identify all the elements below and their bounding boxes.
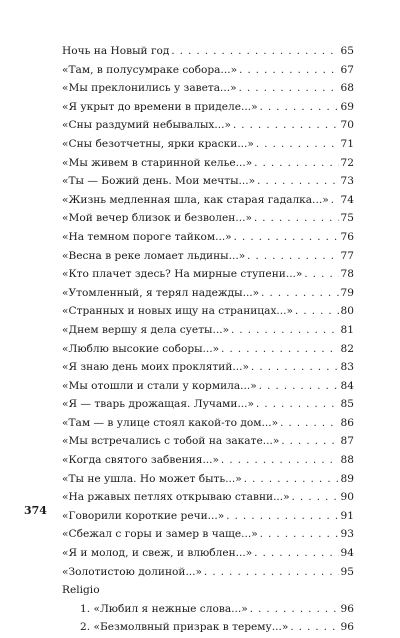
toc-entry: [62, 135, 354, 154]
toc-entry-title: «Я и молод, и свеж, и влюблен...»: [62, 547, 253, 560]
dot-leader: [221, 452, 338, 471]
toc-entry-title: «Мы живем в старинной келье...»: [62, 156, 253, 169]
toc-entry-title: «Там, в полусумраке собора...»: [62, 63, 238, 76]
dot-leader: [171, 43, 338, 62]
toc-entry-title: «Сны раздумий небывалых...»: [62, 119, 231, 132]
toc-entry: [62, 414, 354, 433]
toc-entry-title: «Странных и новых ищу на страницах...»: [62, 305, 293, 318]
toc-entry-title: «Золотистою долиной...»: [62, 565, 203, 578]
toc-entry-page: 70: [340, 119, 354, 132]
toc-entry-page: 95: [340, 565, 354, 578]
toc-entry: [62, 600, 354, 619]
toc-entry: [62, 302, 354, 321]
toc-entry-page: 94: [340, 547, 354, 560]
toc-entry-title: «Мы преклонились у завета...»: [62, 82, 237, 95]
toc-entry-title: «Мы встречались с тобой на закате...»: [62, 435, 280, 448]
toc-entry: [62, 358, 354, 377]
dot-leader: [226, 508, 338, 527]
toc-entry-title: «Весна в реке ломает льдины...»: [62, 249, 246, 262]
toc-entry-title: «Мой вечер близок и безволен...»: [62, 212, 252, 225]
toc-entry: [62, 507, 354, 526]
toc-entry-title: «Я укрыт до времени в приделе...»: [62, 100, 258, 113]
toc-entry-title: «Говорили короткие речи...»: [62, 509, 225, 522]
toc-entry-page: 72: [340, 156, 354, 169]
toc-entry: [62, 116, 354, 135]
toc-entry: [62, 395, 354, 414]
dot-leader: [280, 415, 338, 434]
toc-entry-title: «Люблю высокие соборы...»: [62, 342, 220, 355]
toc-entry: [62, 42, 354, 61]
toc-entry-page: 69: [340, 100, 354, 113]
toc-entry-page: 77: [340, 249, 354, 262]
toc-entry: [62, 61, 354, 80]
dot-leader: [256, 136, 339, 155]
toc-entry-title: «На темном пороге тайком...»: [62, 230, 232, 243]
dot-leader: [290, 619, 338, 638]
dot-leader: [257, 173, 338, 192]
dot-leader: [244, 471, 339, 490]
toc-entry-title: Ночь на Новый год: [62, 45, 170, 57]
dot-leader: [304, 266, 338, 285]
toc-entry: [62, 488, 354, 507]
toc-entry: [62, 284, 354, 303]
toc-entry-page: 79: [340, 286, 354, 299]
toc-entry-page: 85: [340, 398, 354, 411]
toc-entry: [62, 432, 354, 451]
toc-entry-page: 81: [340, 323, 354, 336]
toc-entry-page: 80: [340, 305, 354, 318]
dot-leader: [259, 378, 339, 397]
toc-entry-title: «Мы отошли и стали у кормила...»: [62, 379, 257, 392]
toc-entry-title: «Я знаю день моих проклятий...»: [62, 361, 249, 374]
dot-leader: [292, 489, 339, 508]
dot-leader: [233, 117, 339, 136]
toc-entry: [62, 321, 354, 340]
toc-entry-page: 65: [340, 45, 354, 57]
toc-entry-title: «Днем вершу я дела суеты...»: [62, 323, 230, 336]
toc-entry-title: «Утомленный, я терял надежды...»: [62, 286, 260, 299]
toc-entry: [62, 172, 354, 191]
toc-entry-page: 67: [340, 63, 354, 76]
toc-entry: [62, 209, 354, 228]
toc-entry-page: 78: [340, 268, 354, 281]
toc-entry-page: 88: [340, 454, 354, 467]
toc-entry-title: «Ты — Божий день. Мои мечты...»: [62, 175, 256, 188]
toc-entry-page: 71: [340, 137, 354, 150]
toc-entry-page: 89: [340, 472, 354, 485]
toc-entry-page: 74: [340, 193, 354, 206]
dot-leader: [250, 601, 339, 620]
dot-leader: [254, 545, 338, 564]
toc-entry-page: 93: [340, 528, 354, 541]
toc-entry: [62, 525, 354, 544]
dot-leader: [247, 248, 338, 267]
dot-leader: [254, 210, 339, 229]
toc-entry: [62, 563, 354, 582]
toc-entry: [62, 154, 354, 173]
toc-entry-page: 73: [340, 175, 354, 188]
toc-entry: [62, 470, 354, 489]
dot-leader: [281, 433, 338, 452]
dot-leader: [231, 322, 338, 341]
dot-leader: [331, 192, 339, 211]
dot-leader: [254, 155, 338, 174]
toc-entry-title: «Сны безотчетны, ярки краски...»: [62, 137, 254, 150]
toc-entry-title: «Кто плачет здесь? На мирные ступени...»: [62, 268, 303, 281]
toc-entry: [62, 618, 354, 637]
toc-entry-title: «Когда святого забвения...»: [62, 454, 220, 467]
toc-entry: [62, 451, 354, 470]
dot-leader: [239, 62, 338, 81]
toc-entry-title: «Ты не ушла. Но может быть...»: [62, 472, 242, 485]
toc-entry: [62, 191, 354, 210]
toc-entry-page: 82: [340, 342, 354, 355]
table-of-contents: [62, 42, 354, 637]
toc-entry-page: 96: [340, 602, 354, 615]
toc-entry: [62, 228, 354, 247]
toc-entry: [62, 340, 354, 359]
toc-entry-page: 86: [340, 416, 354, 429]
toc-entry-title: «Я — тварь дрожащая. Лучами...»: [62, 398, 255, 411]
toc-entry-page: 75: [340, 212, 354, 225]
page-number: 374: [24, 504, 47, 517]
toc-entry-page: 87: [340, 435, 354, 448]
dot-leader: [256, 396, 338, 415]
toc-entry-title: 2. «Безмолвный призрак в терему...»: [80, 621, 289, 634]
toc-entry-page: 83: [340, 361, 354, 374]
toc-entry-title: «Там — в улице стоял какой-то дом...»: [62, 416, 279, 429]
toc-entry: [62, 265, 354, 284]
toc-entry-page: 68: [340, 82, 354, 95]
toc-entries: [62, 42, 354, 581]
dot-leader: [260, 526, 339, 545]
dot-leader: [239, 80, 339, 99]
toc-entry-page: 90: [340, 491, 354, 504]
dot-leader: [261, 285, 338, 304]
toc-entry-page: 84: [340, 379, 354, 392]
toc-entry: [62, 377, 354, 396]
toc-entry-page: 96: [340, 621, 354, 634]
toc-entry-page: 91: [340, 509, 354, 522]
toc-entry-title: «На ржавых петлях открываю ставни...»: [62, 491, 290, 504]
dot-leader: [221, 341, 338, 360]
section-entries: [62, 600, 354, 637]
dot-leader: [251, 359, 339, 378]
toc-entry-page: 76: [340, 230, 354, 243]
dot-leader: [234, 229, 339, 248]
toc-entry-title: «Сбежал с горы и замер в чаще...»: [62, 528, 258, 541]
toc-entry: [62, 247, 354, 266]
dot-leader: [295, 303, 339, 322]
toc-entry-title: 1. «Любил я нежные слова...»: [80, 602, 248, 615]
section-heading: Religio: [62, 584, 100, 597]
toc-entry: [62, 98, 354, 117]
toc-entry: [62, 544, 354, 563]
toc-entry-title: «Жизнь медленная шла, как старая гадалка...»: [62, 193, 329, 206]
dot-leader: [260, 99, 339, 118]
toc-entry: [62, 79, 354, 98]
